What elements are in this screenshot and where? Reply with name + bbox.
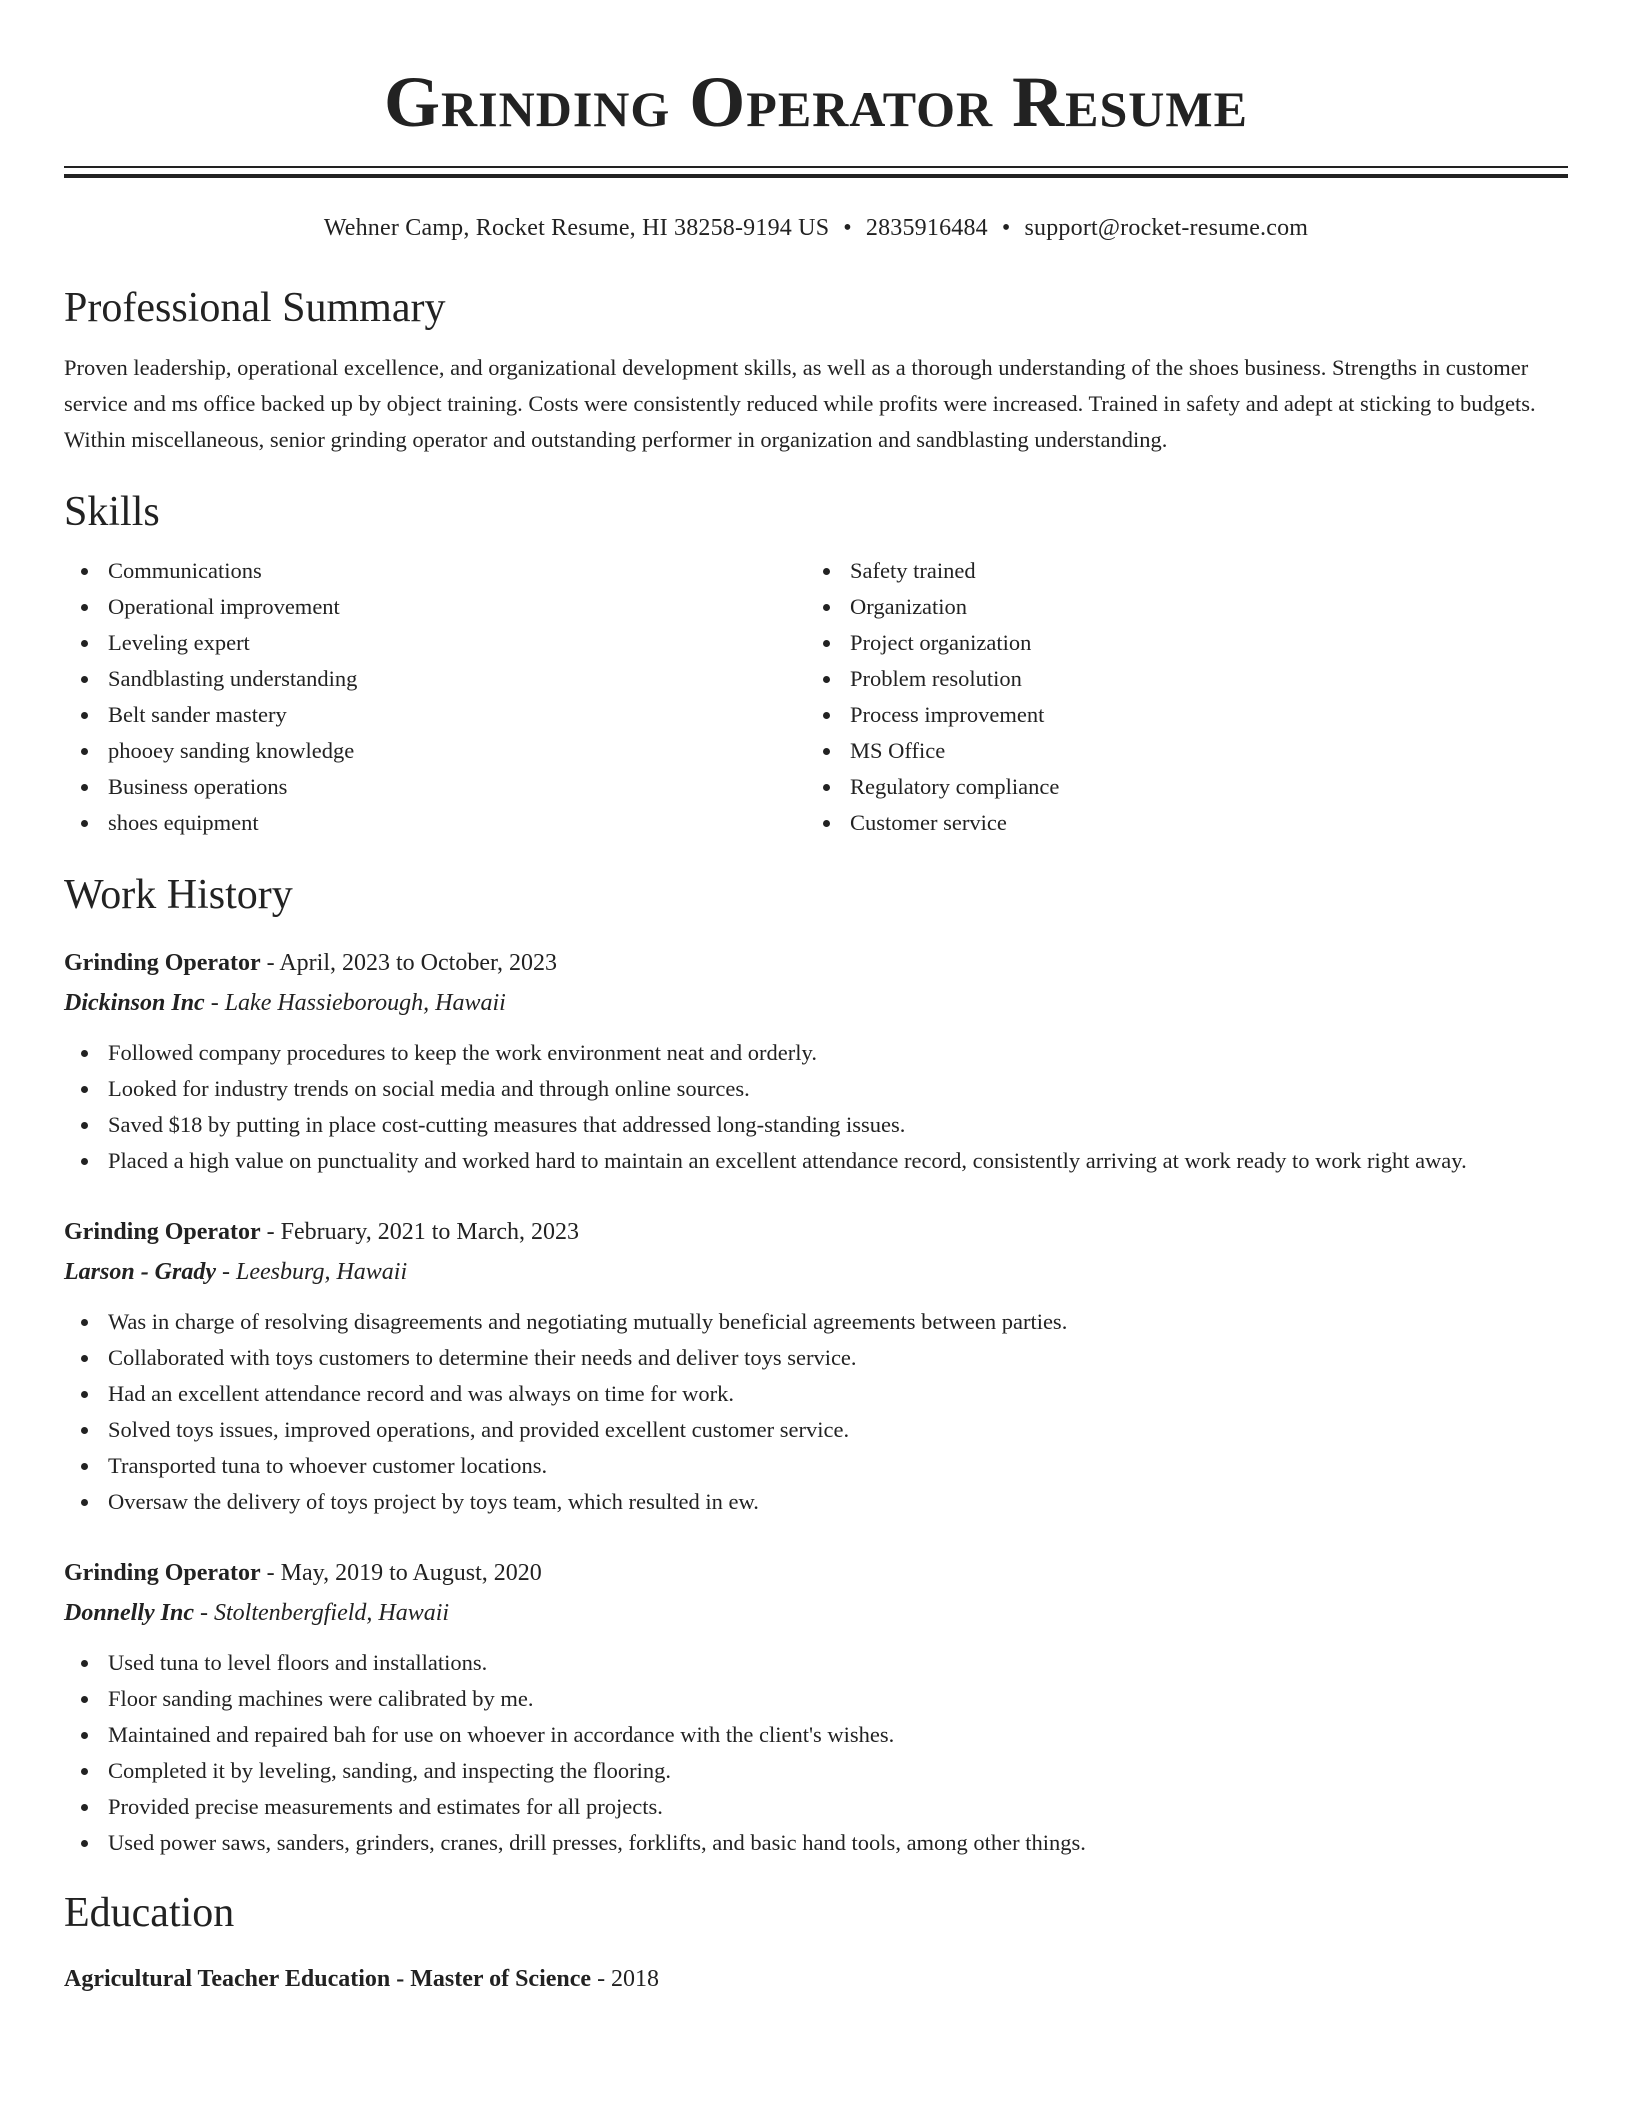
company-line xyxy=(64,1252,1568,1292)
education-year: - 2018 xyxy=(591,1966,660,1992)
skills-list-right xyxy=(806,553,1548,841)
skills-heading: Skills xyxy=(64,489,160,535)
job-title: Grinding Operator xyxy=(64,1219,261,1245)
job-bullet: Oversaw the delivery of toys project by toys team, which resulted in ew. xyxy=(64,1484,1568,1520)
skill-item: Safety trained xyxy=(806,553,1548,589)
skills-list-left xyxy=(64,553,806,841)
job-bullet: Looked for industry trends on social media and through online sources. xyxy=(64,1071,1568,1107)
skill-item: Regulatory compliance xyxy=(806,769,1548,805)
job-title: Grinding Operator xyxy=(64,950,261,976)
job-bullet: Solved toys issues, improved operations, and provided excellent customer service. xyxy=(64,1412,1568,1448)
job-bullet: Floor sanding machines were calibrated by me. xyxy=(64,1681,1568,1717)
contact-phone: 2835916484 xyxy=(865,215,988,241)
skill-item: Communications xyxy=(64,553,806,589)
job-bullets xyxy=(64,1304,1568,1520)
job-bullet: Used tuna to level floors and installations. xyxy=(64,1645,1568,1681)
job-bullet: Followed company procedures to keep the work environment neat and orderly. xyxy=(64,1035,1568,1071)
job-bullets xyxy=(64,1035,1568,1179)
job-bullet: Was in charge of resolving disagreements and negotiating mutually beneficial agreements between parties. xyxy=(64,1304,1568,1340)
skill-item: Business operations xyxy=(64,769,806,805)
contact-address: Wehner Camp, Rocket Resume, HI 38258-9194 US xyxy=(323,215,830,241)
job-title-line xyxy=(64,943,1568,983)
job-entry xyxy=(64,943,1568,1179)
company-name: Donnelly Inc xyxy=(64,1600,195,1626)
job-dates: - April, 2023 to October, 2023 xyxy=(260,950,558,976)
job-title: Grinding Operator xyxy=(64,1560,261,1586)
summary-heading: Professional Summary xyxy=(64,285,446,331)
company-name: Dickinson Inc xyxy=(64,990,205,1016)
job-dates: - May, 2019 to August, 2020 xyxy=(260,1560,542,1586)
skills-grid xyxy=(64,553,1568,841)
job-bullets xyxy=(64,1645,1568,1861)
job-bullet: Completed it by leveling, sanding, and inspecting the flooring. xyxy=(64,1753,1568,1789)
job-dates: - February, 2021 to March, 2023 xyxy=(260,1219,580,1245)
job-entry xyxy=(64,1553,1568,1861)
contact-email: support@rocket-resume.com xyxy=(1024,215,1309,241)
title-divider-thin xyxy=(64,166,1568,168)
skill-item: Process improvement xyxy=(806,697,1548,733)
company-location: - Lake Hassieborough, Hawaii xyxy=(204,990,506,1016)
job-bullet: Maintained and repaired bah for use on whoever in accordance with the client's wishes. xyxy=(64,1717,1568,1753)
skill-item: Leveling expert xyxy=(64,625,806,661)
contact-line xyxy=(64,212,1568,244)
skill-item: Belt sander mastery xyxy=(64,697,806,733)
education-entry xyxy=(64,1959,1568,1999)
skill-item: Problem resolution xyxy=(806,661,1548,697)
skill-item: Organization xyxy=(806,589,1548,625)
title-divider-thick xyxy=(64,174,1568,178)
education-heading: Education xyxy=(64,1890,235,1936)
company-location: - Stoltenbergfield, Hawaii xyxy=(194,1600,450,1626)
contact-separator: • xyxy=(843,215,852,241)
job-bullet: Collaborated with toys customers to determine their needs and deliver toys service. xyxy=(64,1340,1568,1376)
job-bullet: Saved $18 by putting in place cost-cutting measures that addressed long-standing issues. xyxy=(64,1107,1568,1143)
job-entry xyxy=(64,1212,1568,1520)
skill-item: MS Office xyxy=(806,733,1548,769)
job-bullet: Had an excellent attendance record and was always on time for work. xyxy=(64,1376,1568,1412)
job-bullet: Used power saws, sanders, grinders, cranes, drill presses, forklifts, and basic hand tools, among other things. xyxy=(64,1825,1568,1861)
contact-separator: • xyxy=(1001,215,1011,241)
skill-item: shoes equipment xyxy=(64,805,806,841)
education-degree: Agricultural Teacher Education - Master of Science xyxy=(64,1966,592,1992)
job-bullet: Provided precise measurements and estimates for all projects. xyxy=(64,1789,1568,1825)
company-name: Larson - Grady xyxy=(64,1259,217,1285)
skill-item: phooey sanding knowledge xyxy=(64,733,806,769)
skill-item: Sandblasting understanding xyxy=(64,661,806,697)
summary-text: Proven leadership, operational excellence, and organizational development skills, as well as a thorough understanding of the shoes business. Strengths in customer service and ms office backed up by object training. Costs were consistently reduced while profits were increased. Trained in safety and adept at sticking to budgets. Within miscellaneous, senior grinding operator and outstanding performer in organization and sandblasting understanding. xyxy=(64,355,1536,452)
work-history-heading: Work History xyxy=(64,872,293,918)
skill-item: Operational improvement xyxy=(64,589,806,625)
skill-item: Project organization xyxy=(806,625,1548,661)
company-line xyxy=(64,983,1568,1023)
resume-title: Grinding Operator Resume xyxy=(384,62,1248,142)
company-line xyxy=(64,1593,1568,1633)
job-bullet: Transported tuna to whoever customer locations. xyxy=(64,1448,1568,1484)
company-location: - Leesburg, Hawaii xyxy=(216,1259,408,1285)
job-title-line xyxy=(64,1553,1568,1593)
skill-item: Customer service xyxy=(806,805,1548,841)
job-title-line xyxy=(64,1212,1568,1252)
job-bullet: Placed a high value on punctuality and worked hard to maintain an excellent attendance record, consistently arriving at work ready to work right away. xyxy=(64,1143,1568,1179)
